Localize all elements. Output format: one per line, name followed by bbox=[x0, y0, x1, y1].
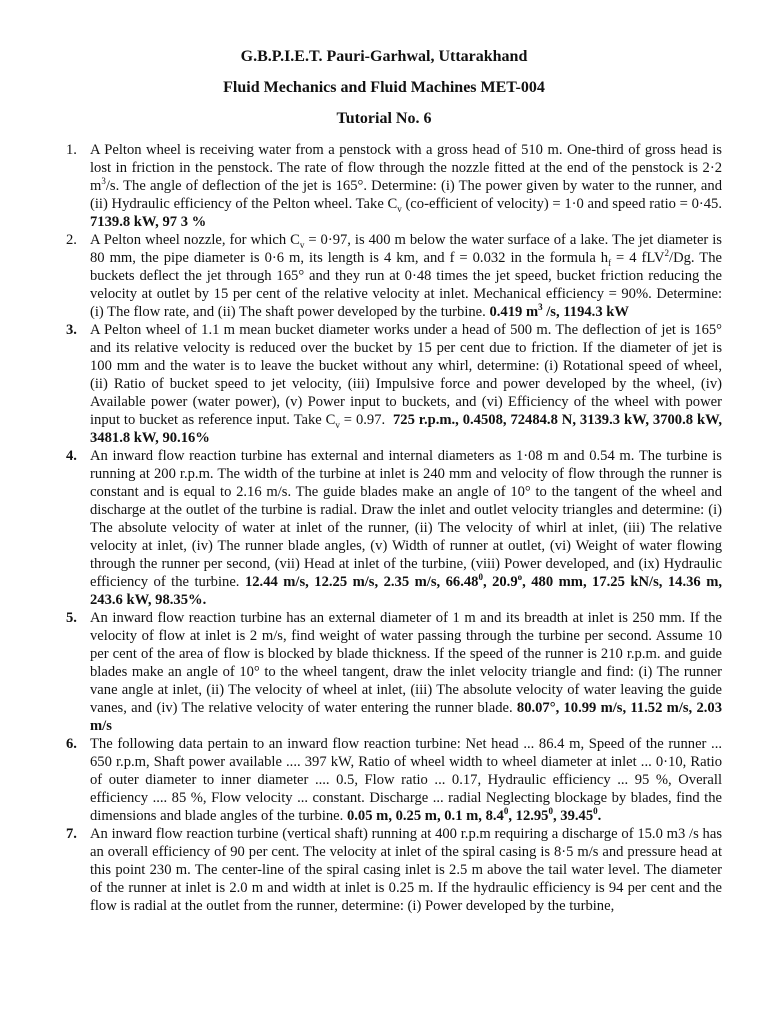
problem-list bbox=[0, 141, 768, 915]
problem-answer: 0.419 $m^3$ /s, 1194.3 kW bbox=[489, 302, 629, 320]
institute-heading: G.B.P.I.E.T. Pauri-Garhwal, Uttarakhand bbox=[240, 48, 528, 65]
problem-number: 3. bbox=[66, 322, 77, 338]
problem-number: 7. bbox=[66, 826, 77, 842]
problem-text: A Pelton wheel is receiving water from a penstock with a gross head of 510 m. One-third of gross head is lost in friction in the penstock. The rate of flow through the nozzle fitted at the end of the penstock is 2·2 $m^3/s$. The angle of deflection of the jet is 165°. Determine: (i) The power given by water to the runner, and (ii) Hydraulic efficiency of the Pelton wheel. Take $C_v$ (co-efficient of velocity) = 1·0 and speed ratio = 0·45. bbox=[90, 142, 722, 214]
problem-number: 4. bbox=[66, 448, 77, 464]
problem-answer: 7139.8 kW, 97 3 % bbox=[90, 214, 207, 230]
problem-number: 1. bbox=[66, 142, 77, 158]
problem-item bbox=[0, 447, 768, 609]
problem-text: An inward flow reaction turbine has an external diameter of 1 m and its breadth at inlet is 250 mm. If the velocity of flow at inlet is 2 m/s, find weight of water passing through the turbine per second. Assume 10 per cent of the area of flow is blocked by blade thickness. If the speed of the runner is 210 r.p.m. and guide blades make an angle of 10° to the wheel tangent, draw the inlet velocity triangle and find: (i) The runner vane angle at inlet, (ii) The velocity of wheel at inlet, (iii) The absolute velocity of water leaving the guide vanes, and (iv) The relative velocity of water entering the runner blade. bbox=[90, 610, 722, 716]
problem-answer: 725 r.p.m., 0.4508, 72484.8 N, 3139.3 kW, 3700.8 kW, 3481.8 kW, 90.16% bbox=[90, 412, 722, 446]
problem-text: An inward flow reaction turbine (vertical shaft) running at 400 r.p.m requiring a discharge of 15.0 m3 /s has an overall efficiency of 90 per cent. The velocity at inlet of the spiral casing is 8·5 m/s and pressure head at this point 230 m. The center-line of the spiral casing inlet is 2.5 m above the tail water level. The diameter of the runner at inlet is 2.0 m and width at inlet is 0.25 m. If the hydraulic efficiency is 94 per cent and the flow is radial at the outlet from the runner, determine: (i) Power developed by the turbine, bbox=[90, 826, 722, 914]
problem-number: 6. bbox=[66, 736, 77, 752]
problem-number: 2. bbox=[66, 232, 77, 248]
problem-item bbox=[0, 735, 768, 825]
problem-item bbox=[0, 141, 768, 231]
problem-text: The following data pertain to an inward flow reaction turbine: Net head ... 86.4 m, Speed of the runner ... 650 r.p.m, Shaft power available .... 397 kW, Ratio of wheel width to wheel diameter at inlet ... 0·10, Ratio of outer diameter to inner diameter .... 0.5, Flow ratio ... 0.17, Hydraulic efficiency ... 95 %, Overall efficiency .... 85 %, Flow velocity ... constant. Discharge ... radial Neglecting blockage by blades, find the dimensions and blade angles of the turbine. bbox=[90, 736, 722, 824]
problem-answer: 80.07°, 10.99 m/s, 11.52 m/s, 2.03 m/s bbox=[90, 700, 722, 734]
problem-text: An inward flow reaction turbine has external and internal diameters as 1·08 m and 0.54 m. The turbine is running at 200 r.p.m. The width of the turbine at inlet is 240 mm and velocity of flow through the runner is constant and is equal to 2.16 m/s. The guide blades make an angle of 10° to the tangent of the wheel and discharge at the outlet of the turbine is radial. Draw the inlet and outlet velocity triangles and determine: (i) The absolute velocity of water at inlet of the runner, (ii) The velocity of whirl at inlet, (iii) The relative velocity at inlet, (iv) The runner blade angles, (v) Width of runner at outlet, (vi) Weight of water flowing through the runner per second, (vii) Head at inlet of the turbine, (viii) Power developed, and (ix) Hydraulic efficiency of the turbine. bbox=[90, 448, 722, 590]
problem-text: A Pelton wheel of 1.1 m mean bucket diameter works under a head of 500 m. The deflection of jet is 165° and its relative velocity is reduced over the bucket by 15 per cent due to friction. If the diameter of jet is 100 mm and the water is to leave the bucket without any whirl, determine: (i) Rotational speed of wheel, (ii) Ratio of bucket speed to jet velocity, (iii) Impulsive force and power developed by the wheel, (iv) Available power (water power), (v) Power input to buckets, and (vi) Efficiency of the wheel with power input to bucket as reference input. Take $C_v = 0.97$. bbox=[90, 322, 722, 430]
problem-item bbox=[0, 825, 768, 915]
problem-item bbox=[0, 231, 768, 321]
problem-text: A Pelton wheel nozzle, for which $C_v = 0\cdot 97$, is 400 m below the water surface of a lake. The jet diameter is 80 mm, the pipe diameter is 0·6 m, its length is 4 km, and f = 0.032 in the formula $h_f = 4$ fLV$^2$/Dg. The buckets deflect the jet through 165° and they run at 0·48 times the jet speed, bucket friction reducing the velocity at outlet by 15 per cent of the relative velocity at inlet. Mechanical efficiency = 90%. Determine: (i) The flow rate, and (ii) The shaft power developed by the turbine. bbox=[90, 232, 722, 320]
problem-item bbox=[0, 321, 768, 447]
problem-item bbox=[0, 609, 768, 735]
problem-number: 5. bbox=[66, 610, 77, 626]
problem-answer: 12.44 m/s, 12.25 m/s, 2.35 m/s, 66.48$^0$, 20.9$^o$, 480 mm, 17.25 kN/s, 14.36 m, 243.6 kW, 98.35%. bbox=[90, 572, 722, 608]
problem-answer: 0.05 m, 0.25 m, 0.1 m, $8.4^0$, 12.95$^0$, 39.45$^0$. bbox=[346, 806, 602, 824]
course-heading: Fluid Mechanics and Fluid Machines MET-004 bbox=[223, 79, 545, 96]
tutorial-heading: Tutorial No. 6 bbox=[336, 110, 432, 127]
